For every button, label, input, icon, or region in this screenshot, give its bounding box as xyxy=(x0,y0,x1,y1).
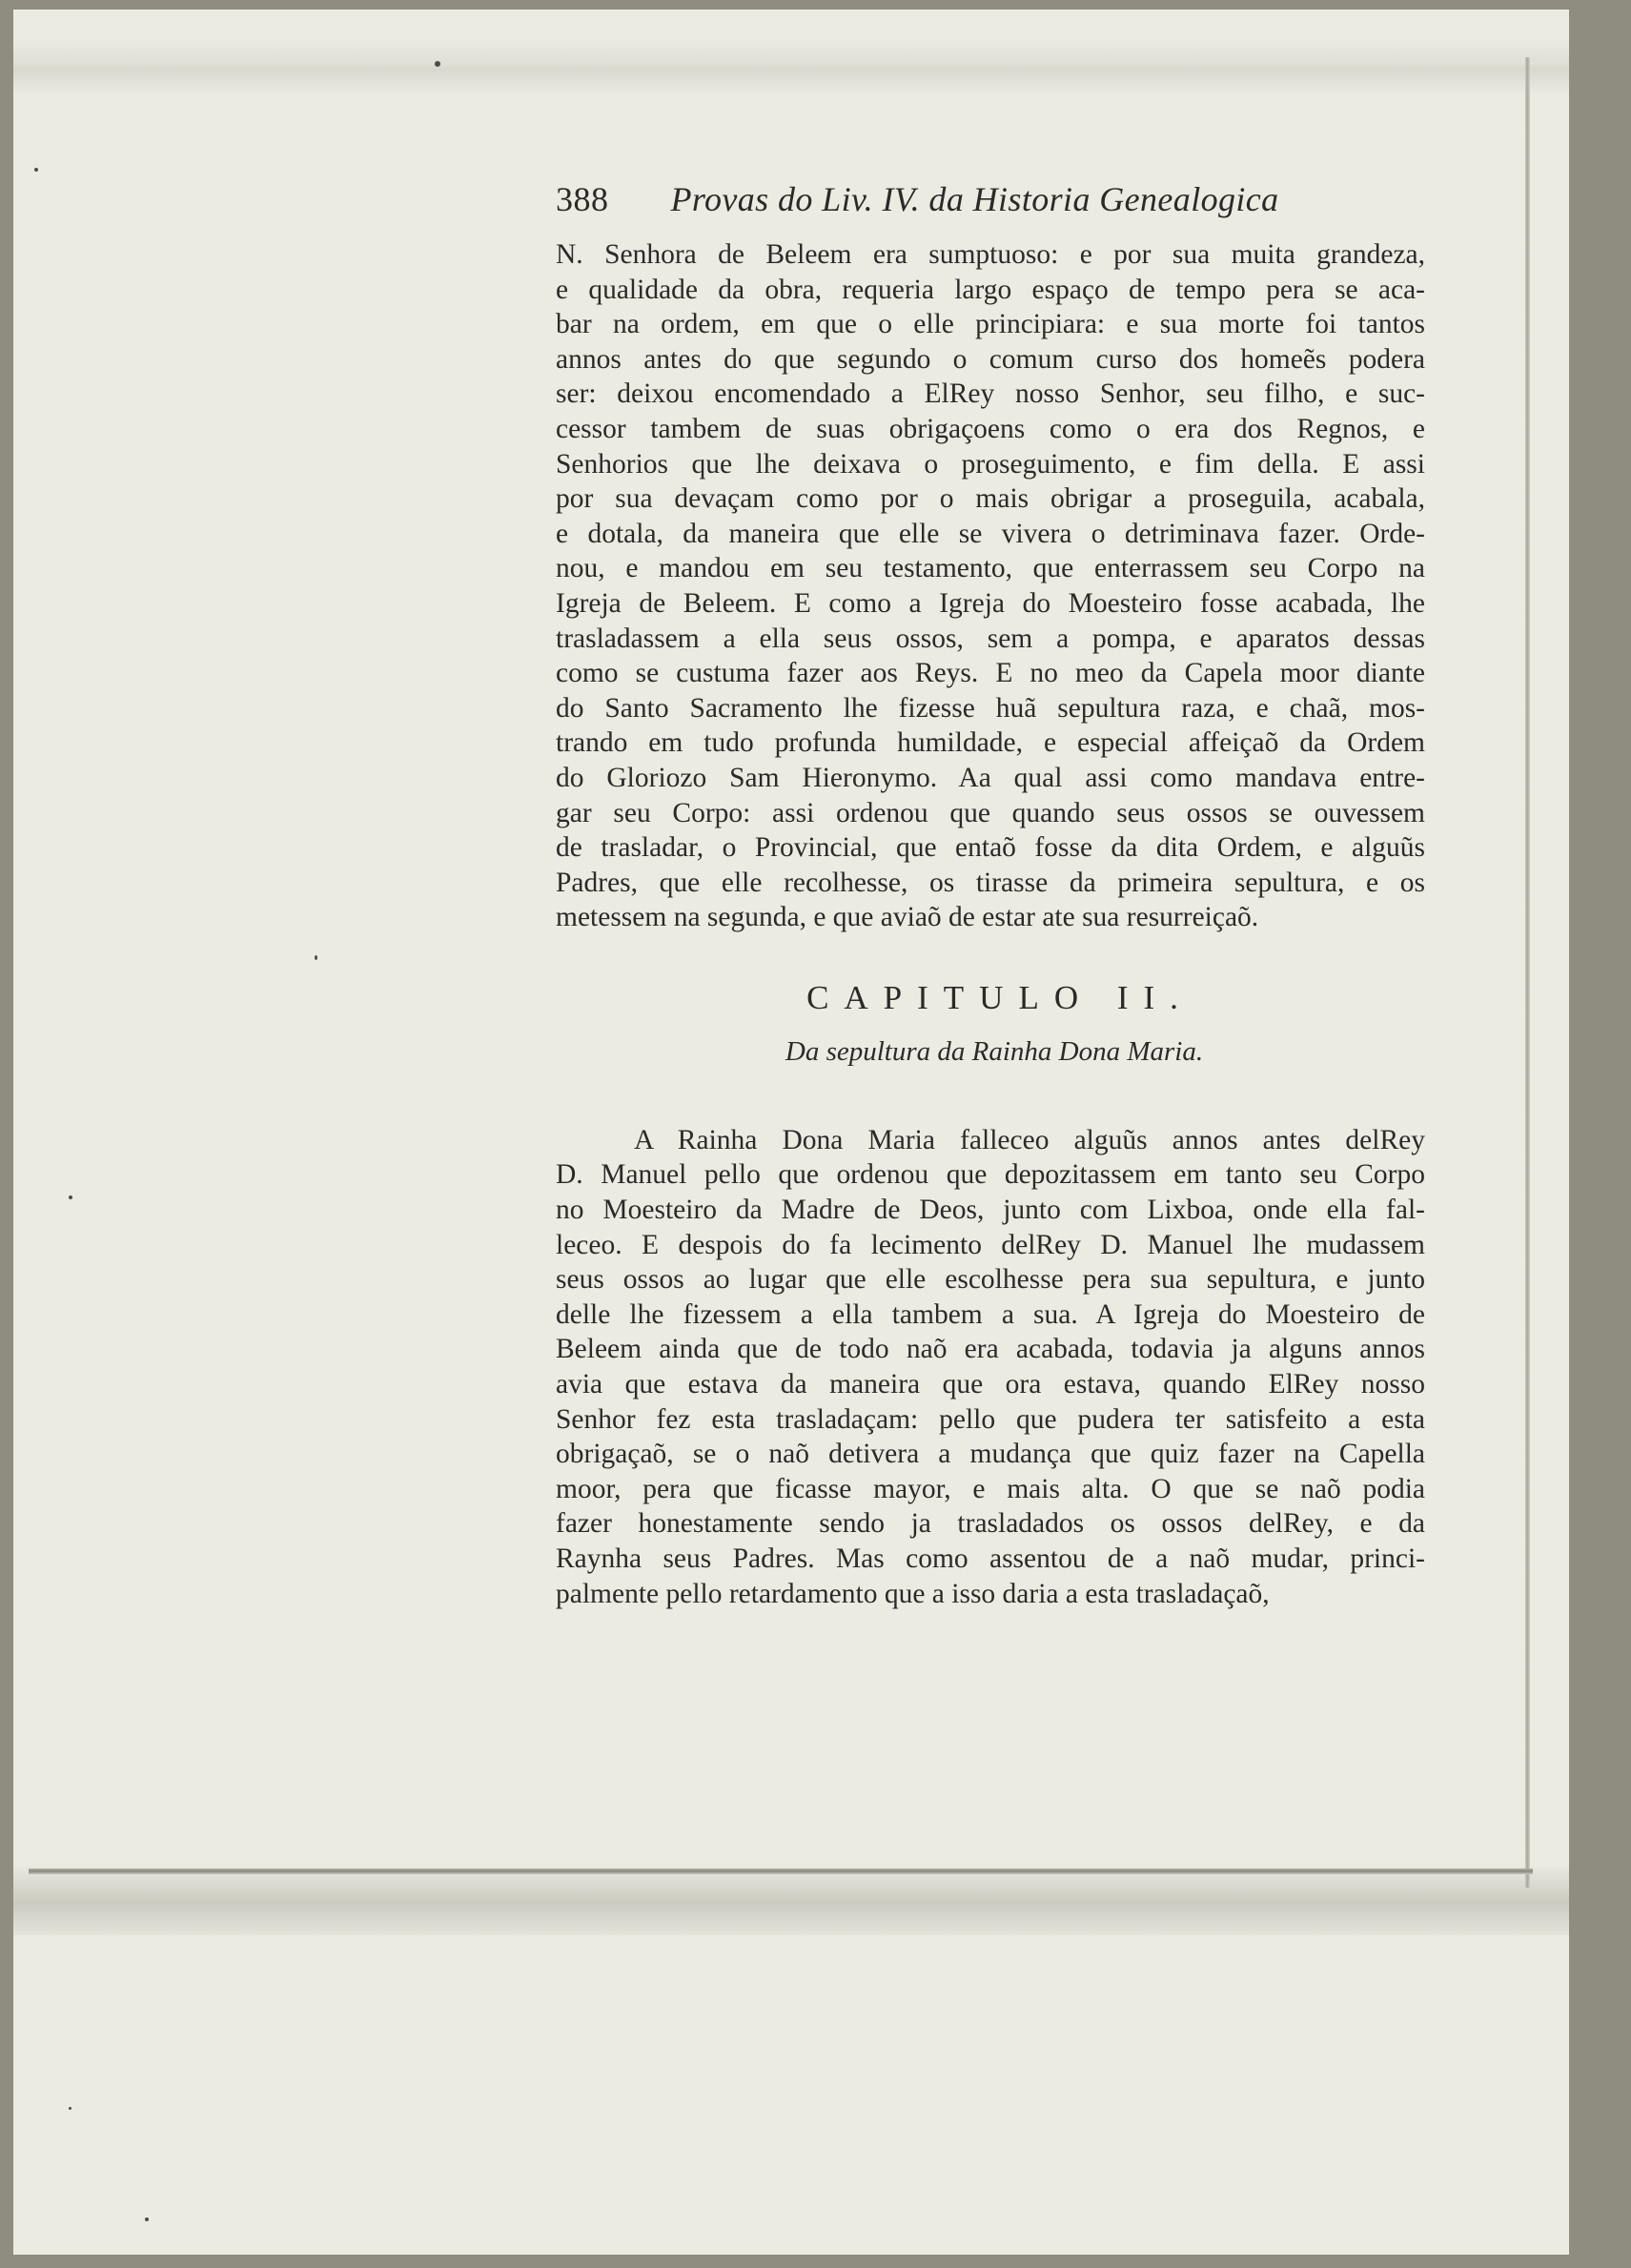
speck xyxy=(145,2217,149,2221)
page-number: 388 xyxy=(556,180,609,218)
chapter-heading: CAPITULO II. xyxy=(806,978,1193,1016)
text-line: avia que estava da maneira que ora estava, quando ElRey nosso xyxy=(556,1369,1425,1400)
text-line: nou, e mandou em seu testamento, que enterrassem seu Corpo na xyxy=(556,553,1425,584)
scan-shadow-bottom xyxy=(13,1864,1569,1935)
text-line: Padres, que elle recolhesse, os tirasse da primeira sepultura, e os xyxy=(556,867,1425,898)
text-line: por sua devaçam como por o mais obrigar a proseguila, acabala, xyxy=(556,483,1425,515)
speck xyxy=(69,2107,71,2110)
text-line: trando em tudo profunda humildade, e especial affeiçaõ da Ordem xyxy=(556,727,1425,759)
text-line: obrigaçaõ, se o naõ detivera a mudança que quiz fazer na Capella xyxy=(556,1439,1425,1470)
paragraph-two xyxy=(556,1123,1425,1611)
scan-shadow-top xyxy=(13,38,1569,95)
text-line: seus ossos ao lugar que elle escolhesse pera sua sepultura, e junto xyxy=(556,1264,1425,1296)
text-line: no Moesteiro da Madre de Deos, junto com Lixboa, onde ella fal- xyxy=(556,1195,1425,1226)
text-line: como se custuma fazer aos Reys. E no meo da Capela moor diante xyxy=(556,658,1425,689)
page-content xyxy=(556,176,1425,1611)
text-line: e qualidade da obra, requeria largo espaço de tempo pera se aca- xyxy=(556,274,1425,305)
chapter-subtitle: Da sepultura da Rainha Dona Maria. xyxy=(785,1035,1204,1067)
running-title: Provas do Liv. IV. da Historia Genealogica xyxy=(670,180,1279,218)
text-line: cessor tambem de suas obrigaçoens como o era dos Regnos, e xyxy=(556,413,1425,444)
speck xyxy=(315,955,317,960)
speck xyxy=(69,1195,72,1199)
text-line: Igreja de Beleem. E como a Igreja do Moesteiro fosse acabada, lhe xyxy=(556,587,1425,619)
speck xyxy=(34,168,38,172)
text-line: delle lhe fizessem a ella tambem a sua. A Igreja do Moesteiro de xyxy=(556,1298,1425,1330)
text-line: Beleem ainda que de todo naõ era acabada, todavia ja alguns annos xyxy=(556,1334,1425,1365)
text-line: moor, pera que ficasse mayor, e mais alta. O que se naõ podia xyxy=(556,1473,1425,1504)
text-line: palmente pello retardamento que a isso daria a esta trasladaçaõ, xyxy=(556,1578,1270,1609)
text-line: metessem na segunda, e que aviaõ de estar ate sua resurreiçaõ. xyxy=(556,902,1259,933)
text-line: Raynha seus Padres. Mas como assentou de a naõ mudar, princi- xyxy=(556,1543,1425,1574)
text-line: Senhorios que lhe deixava o proseguimento, e fim della. E assi xyxy=(556,448,1425,480)
text-line: Senhor fez esta trasladaçam: pello que pudera ter satisfeito a esta xyxy=(556,1403,1425,1435)
text-line: annos antes do que segundo o comum curso dos homeẽs podera xyxy=(556,343,1425,375)
text-line: gar seu Corpo: assi ordenou que quando seus ossos se ouvessem xyxy=(556,797,1425,828)
text-line: bar na ordem, em que o elle principiara: e sua morte foi tantos xyxy=(556,309,1425,340)
text-line: e dotala, da maneira que elle se vivera o detriminava fazer. Orde- xyxy=(556,518,1425,549)
text-line: A Rainha Dona Maria falleceo alguũs annos antes delRey xyxy=(634,1124,1425,1155)
text-line: leceo. E despois do fa lecimento delRey D. Manuel lhe mudassem xyxy=(556,1229,1425,1260)
running-head xyxy=(556,176,1425,222)
text-line: D. Manuel pello que ordenou que depozitassem em tanto seu Corpo xyxy=(556,1159,1425,1191)
page-edge-bottom xyxy=(29,1869,1533,1874)
text-line: N. Senhora de Beleem era sumptuoso: e por sua muita grandeza, xyxy=(556,239,1425,270)
paragraph-one xyxy=(556,237,1425,935)
text-line: ser: deixou encomendado a ElRey nosso Senhor, seu filho, e suc- xyxy=(556,378,1425,410)
page-edge-right xyxy=(1525,57,1530,1888)
speck xyxy=(435,61,440,67)
text-line: de trasladar, o Provincial, que entaõ fosse da dita Ordem, e alguũs xyxy=(556,832,1425,864)
text-line: do Santo Sacramento lhe fizesse huã sepultura raza, e chaã, mos- xyxy=(556,692,1425,724)
text-line: fazer honestamente sendo ja trasladados os ossos delRey, e da xyxy=(556,1508,1425,1540)
text-line: trasladassem a ella seus ossos, sem a pompa, e aparatos dessas xyxy=(556,623,1425,654)
text-line: do Gloriozo Sam Hieronymo. Aa qual assi como mandava entre- xyxy=(556,762,1425,793)
